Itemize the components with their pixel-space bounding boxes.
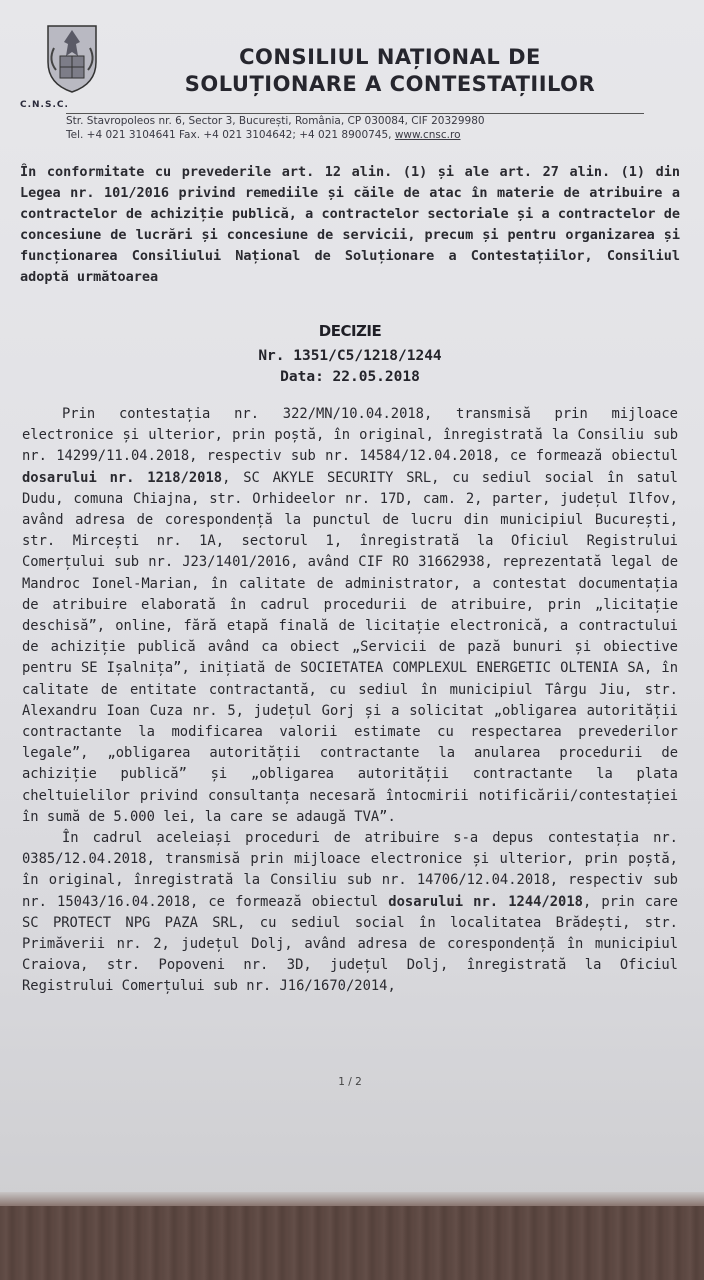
phone-fax: Tel. +4 021 3104641 Fax. +4 021 3104642; +4 021 8900745, [66,129,395,141]
page-number: 1 / 2 [338,1076,362,1088]
p2-case-number: dosarului nr. 1244/2018 [388,893,583,910]
website-link[interactable]: www.cnsc.ro [394,129,461,141]
decision-heading: DECIZIE [318,322,382,340]
decision-number: Nr. 1351/C5/1218/1244 [258,348,442,364]
p1-text-a: Prin contestația nr. 322/MN/10.04.2018, transmisă prin mijloace electronice și ulterior, prin poștă, în original, înregistrată la Consiliu sub nr. 14299/11.04.2018, respectiv sub nr. 14584/12.04.2018, ce formează obiectul [22,406,678,465]
body-paragraph-1 [22,404,678,828]
p1-case-number: dosarului nr. 1218/2018 [22,469,223,486]
address-line-2 [66,128,656,142]
logo-caption: C.N.S.C. [20,100,69,110]
decision-body [22,404,678,998]
institution-title [130,44,650,98]
intro-paragraph: În conformitate cu prevederile art. 12 alin. (1) și ale art. 27 alin. (1) din Legea nr. 101/2016 privind remediile și căile de atac în materie de atribuire a contractelor de achiziție publică, a contractelor sectoriale și a contractelor de concesiune de lucrări și concesiune de servicii, precum și pentru organizarea și funcționarea Consiliului Național de Soluționare a Contestațiilor, Consiliul adoptă următoarea [20,164,680,285]
paper-bottom-edge [0,1192,704,1206]
title-line-1: CONSILIUL NAȚIONAL DE [239,45,541,69]
p1-text-b: , SC AKYLE SECURITY SRL, cu sediul social în satul Dudu, comuna Chiajna, str. Orhideelor nr. 17D, cam. 2, parter, județul Ilfov, având adresa de corespondență la punctul de lucru din municipiul București, str. Mircești nr. 1A, sectorul 1, înregistrată la Oficiul Registrului Comerțului sub nr. J23/1401/2016, având CIF RO 31662938, reprezentată legal de Mandroc Ionel-Marian, în calitate de administrator, a contestat documentația de atribuire elaborată în cadrul procedurii de atribuire, prin „licitație deschisă”, online, fără etapă finală de licitație electronică, a contractului de achiziție publică având ca obiect „Servicii de pază bunuri și obiective pentru SE Ișalnița”, inițiată de SOCIETATEA COMPLEXUL ENERGETIC OLTENIA SA, în calitate de entitate contractantă, cu sediul în municipiul Târgu Jiu, str. Alexandru Ioan Cuza nr. 5, județul Gorj și a solicitat „obligarea autorității contractante la modificarea valorii estimate cu respectarea prevederilor legale”, „obligarea autorității contractante la anularea procedurii de achiziție publică” și „obligarea autorității contractante la plata cheltuielilor privind consultanța necesară întocmirii notificării/contestației în sumă de 5.000 lei, la care se adaugă TVA”. [22,469,678,825]
p2-text-a: În cadrul aceleiași proceduri de atribuire s-a depus contestația nr. 0385/12.04.2018, transmisă prin mijloace electronice și ulterior, prin poștă, în original, înregistrată la Consiliu sub nr. 14706/12.04.2018, respectiv sub nr. 15043/16.04.2018, ce formează obiectul [22,830,678,910]
wooden-surface [0,1206,704,1280]
body-paragraph-2 [22,828,678,998]
decision-date: Data: 22.05.2018 [280,369,420,385]
contact-address [66,114,656,142]
p2-text-b: , prin care SC PROTECT NPG PAZA SRL, cu sediul social în localitatea Brădești, str. Primăverii nr. 2, județul Dolj, având adresa de corespondență în municipiul Craiova, str. Popoveni nr. 3D, județul Dolj, înregistrată la Oficiul Registrului Comerțului sub nr. J16/1670/2014, [22,893,678,995]
address-line-1: Str. Stavropoleos nr. 6, Sector 3, București, România, CP 030084, CIF 20329980 [66,115,485,127]
coat-of-arms-logo [44,22,100,94]
title-line-2: SOLUȚIONARE A CONTESTAȚIILOR [184,72,596,96]
